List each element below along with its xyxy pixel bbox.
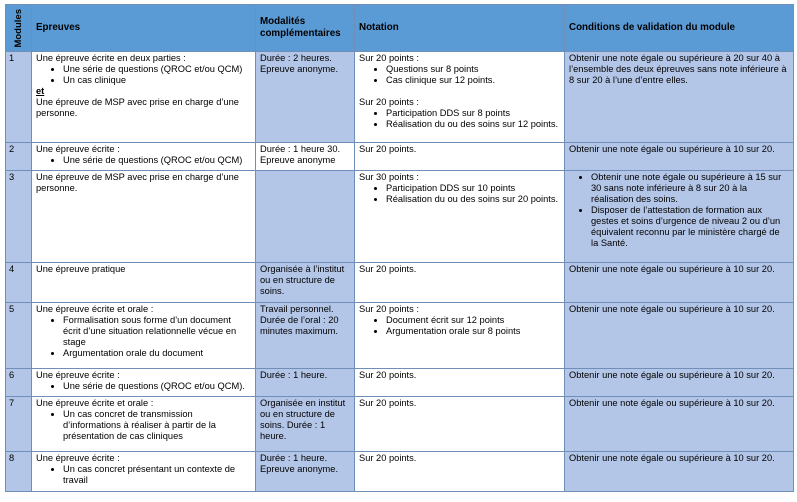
- conditions-cell: Obtenir une note égale ou supérieure à 10 sur 20.: [565, 452, 794, 492]
- conditions-cell: [565, 171, 794, 263]
- module-number: 6: [6, 369, 32, 397]
- epreuve-list: • Un cas concret de transmission d’informations à réaliser à partir de la présentation de cas cliniques: [36, 409, 251, 442]
- epreuve-list: • Formalisation sous forme d’un document écrit d’une situation relationnelle vécue en stage • Argumentation orale du document: [36, 315, 251, 359]
- epreuve-cell: Une épreuve écrite et orale : • Formalisation sous forme d’un document écrit d’une situation relationnelle vécue en stage • Argumentation orale du document: [32, 303, 256, 369]
- module-number: 2: [6, 143, 32, 171]
- table-row: [6, 143, 794, 171]
- header-modules: Modules: [6, 5, 32, 52]
- epreuve-cell: Une épreuve écrite : • Une série de questions (QROC et/ou QCM).: [32, 369, 256, 397]
- epreuve-list: • Une série de questions (QROC et/ou QCM).: [36, 381, 251, 392]
- table-row: [6, 397, 794, 452]
- epreuve-list: • Un cas concret présentant un contexte de travail: [36, 464, 251, 486]
- table-row: [6, 52, 794, 143]
- notation-list: • Document écrit sur 12 points • Argumentation orale sur 8 points: [359, 315, 560, 337]
- modalites-cell: Durée : 2 heures. Epreuve anonyme.: [256, 52, 355, 143]
- notation-list: • Questions sur 8 points • Cas clinique sur 12 points.: [359, 64, 560, 86]
- module-number: 1: [6, 52, 32, 143]
- notation-list: • Participation DDS sur 8 points • Réalisation du ou des soins sur 12 points.: [359, 108, 560, 130]
- conditions-cell: Obtenir une note égale ou supérieure à 10 sur 20.: [565, 397, 794, 452]
- module-number: 4: [6, 263, 32, 303]
- header-conditions: Conditions de validation du module: [565, 5, 794, 52]
- modalites-cell: Organisée en institut ou en structure de soins. Durée : 1 heure.: [256, 397, 355, 452]
- epreuve-list: • Une série de questions (QROC et/ou QCM): [36, 155, 251, 166]
- epreuve-cell: Une épreuve écrite et orale : • Un cas concret de transmission d’informations à réaliser à partir de la présentation de cas cliniques: [32, 397, 256, 452]
- conditions-cell: Obtenir une note égale ou supérieure à 10 sur 20.: [565, 143, 794, 171]
- epreuve-cell: Une épreuve pratique: [32, 263, 256, 303]
- notation-cell: Sur 20 points.: [355, 452, 565, 492]
- table-row: [6, 263, 794, 303]
- header-modalites: Modalités complémentaires: [256, 5, 355, 52]
- module-number: 7: [6, 397, 32, 452]
- table-row: [6, 303, 794, 369]
- notation-cell: Sur 30 points : • Participation DDS sur 10 points • Réalisation du ou des soins sur 20 points.: [355, 171, 565, 263]
- table-row: [6, 452, 794, 492]
- modalites-cell: Durée : 1 heure 30. Epreuve anonyme: [256, 143, 355, 171]
- epreuve-cell: Une épreuve écrite : • Un cas concret présentant un contexte de travail: [32, 452, 256, 492]
- header-epreuves: Epreuves: [32, 5, 256, 52]
- modalites-cell: Travail personnel. Durée de l’oral : 20 minutes maximum.: [256, 303, 355, 369]
- conditions-cell: Obtenir une note égale ou supérieure à 10 sur 20.: [565, 263, 794, 303]
- conditions-cell: Obtenir une note égale ou supérieure à 10 sur 20.: [565, 369, 794, 397]
- notation-cell: Sur 20 points.: [355, 397, 565, 452]
- conditions-cell: Obtenir une note égale ou supérieure à 20 sur 40 à l’ensemble des deux épreuves sans note inférieure à 8 sur 20 à l’une d’entre elles.: [565, 52, 794, 143]
- notation-cell: Sur 20 points.: [355, 143, 565, 171]
- notation-list: • Participation DDS sur 10 points • Réalisation du ou des soins sur 20 points.: [359, 183, 560, 205]
- epreuve-cell: Une épreuve écrite en deux parties : • Une série de questions (QROC et/ou QCM) • Un cas clinique et Une épreuve de MSP avec prise en charge d’une personne.: [32, 52, 256, 143]
- modalites-cell: Durée : 1 heure. Epreuve anonyme.: [256, 452, 355, 492]
- epreuve-list: • Une série de questions (QROC et/ou QCM) • Un cas clinique: [36, 64, 251, 86]
- epreuve-cell: Une épreuve de MSP avec prise en charge d’une personne.: [32, 171, 256, 263]
- module-number: 5: [6, 303, 32, 369]
- module-number: 3: [6, 171, 32, 263]
- table-row: [6, 171, 794, 263]
- notation-cell: Sur 20 points : • Questions sur 8 points • Cas clinique sur 12 points. Sur 20 points : • Participation DDS sur 8 points • Réalisation du ou des soins sur 12 points.: [355, 52, 565, 143]
- modalites-cell: Durée : 1 heure.: [256, 369, 355, 397]
- epreuve-cell: Une épreuve écrite : • Une série de questions (QROC et/ou QCM): [32, 143, 256, 171]
- notation-cell: Sur 20 points : • Document écrit sur 12 points • Argumentation orale sur 8 points: [355, 303, 565, 369]
- conditions-list: • Obtenir une note égale ou supérieure à 15 sur 30 sans note inférieure à 8 sur 20 à la réalisation des soins. • Disposer de l’attestation de formation aux gestes et soins d’urgence de niveau 2 ou d’un équivalent reconnu par le ministère chargé de la Santé.: [569, 172, 789, 249]
- table-row: [6, 369, 794, 397]
- notation-cell: Sur 20 points.: [355, 369, 565, 397]
- module-number: 8: [6, 452, 32, 492]
- modalites-cell: [256, 171, 355, 263]
- modules-validation-table: [5, 4, 794, 492]
- modalites-cell: Organisée à l’institut ou en structure de soins.: [256, 263, 355, 303]
- notation-cell: Sur 20 points.: [355, 263, 565, 303]
- header-row: [6, 5, 794, 52]
- header-notation: Notation: [355, 5, 565, 52]
- conditions-cell: Obtenir une note égale ou supérieure à 10 sur 20.: [565, 303, 794, 369]
- link-et: et: [36, 86, 45, 96]
